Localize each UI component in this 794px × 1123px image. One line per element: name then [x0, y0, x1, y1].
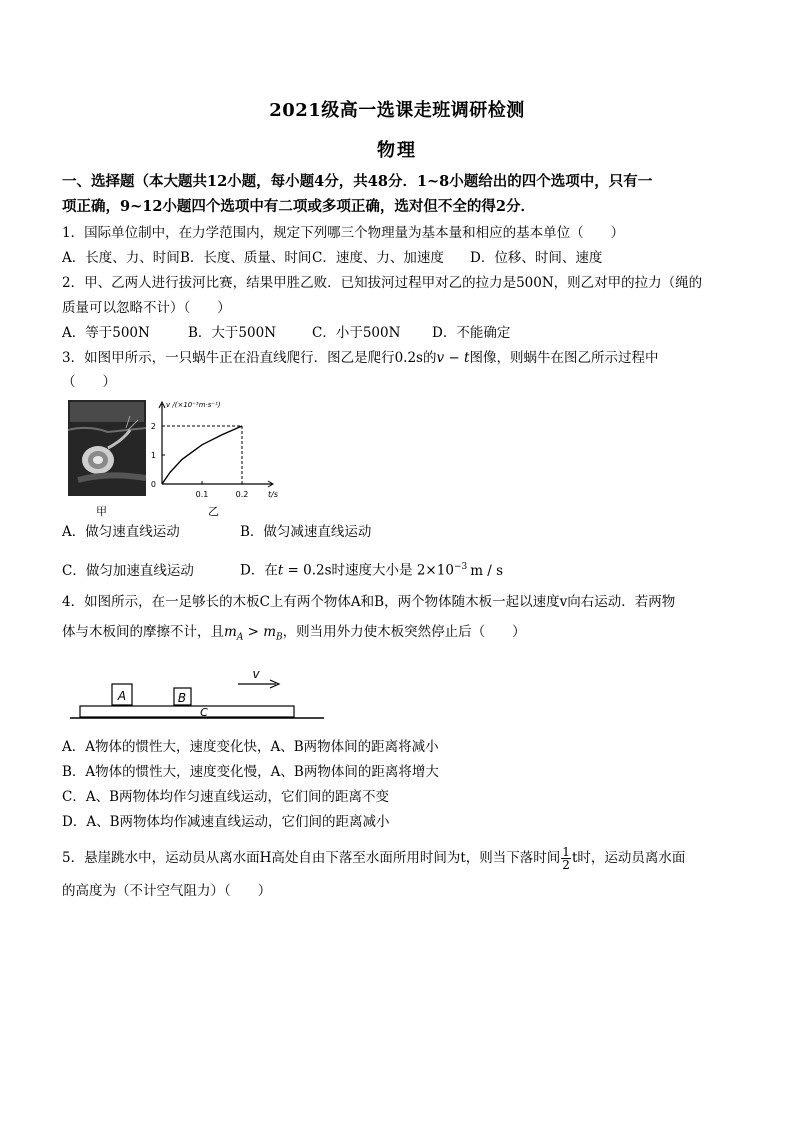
q1-option-a: A．长度、力、时间 [62, 250, 180, 266]
snail-image [68, 400, 146, 496]
q3-stem-part2: 图像，则蜗牛在图乙所示过程中 [469, 350, 659, 366]
fig-label-yi: 乙 [208, 505, 219, 518]
x-tick-label: 0.1 [195, 490, 209, 499]
board-figure [70, 664, 330, 724]
label-b: B [177, 691, 187, 705]
subject-title: 物理 [377, 140, 417, 161]
y-tick-label: 1 [150, 451, 156, 460]
q5-frac-num: 1 [562, 845, 570, 859]
vt-curve [162, 426, 242, 484]
q4-stem-line2-b: ，则当用外力使木板突然停止后（ ） [282, 624, 526, 640]
label-c: C [200, 706, 208, 719]
q3-options-row1 [62, 522, 732, 542]
q1-option-d: D．位移、时间、速度 [470, 250, 603, 266]
q3-option-d-eq: = 0.2s时速度大小是 2×10 [283, 562, 454, 579]
label-v: v [252, 667, 260, 681]
q4-stem-line2-a: 体与木板间的摩擦不计，且 [62, 624, 224, 640]
q5-stem-line1-a: 5．悬崖跳水中，运动员从离水面H高处自由下落至水面所用时间为t，则当下落时间 [62, 850, 561, 866]
q2-stem-line2: 质量可以忽略不计）（ ） [62, 300, 231, 316]
q2-option-a: A．等于500N [62, 325, 150, 341]
q5-stem-line1-b: t时，运动员离水面 [571, 850, 686, 866]
board-c [80, 706, 294, 717]
snail-photo [68, 400, 146, 496]
q3-stem [62, 348, 732, 368]
q2-stem-line1: 2．甲、乙两人进行拔河比赛，结果甲胜乙败．已知拔河过程甲对乙的拉力是500N，则乙对甲的拉力（绳的 [62, 275, 703, 291]
fig-label-jia: 甲 [96, 505, 107, 518]
q1-option-b: B．长度、质量、时间 [180, 250, 312, 266]
q1-options [62, 248, 732, 268]
q5-stem-line1 [62, 846, 732, 871]
q3-option-b: B．做匀减速直线运动 [240, 524, 372, 540]
q3-stem-part1: 3．如图甲所示，一只蜗牛正在沿直线爬行．图乙是爬行0.2s的 [62, 350, 437, 366]
y-axis-label: v /(×10⁻³m·s⁻¹) [166, 401, 221, 409]
q4-mass-gt: > [243, 624, 264, 640]
q3-option-d-unit: m / s [470, 562, 504, 579]
q4-mass-a: m [224, 624, 237, 640]
q5-fraction [561, 846, 571, 871]
q1-option-c: C．速度、力、加速度 [312, 250, 444, 266]
x-axis-label: t/s [268, 490, 278, 499]
q3-option-d-exp: −3 [453, 562, 468, 572]
vt-chart [144, 398, 284, 508]
q2-options [62, 323, 732, 343]
q3-option-c: C．做匀加速直线运动 [62, 562, 194, 579]
q3-option-d [240, 557, 503, 581]
label-a: A [117, 689, 127, 703]
q4-mass-b-sub: B [276, 632, 283, 643]
q2-option-c: C．小于500N [312, 325, 401, 341]
q1-stem: 1．国际单位制中，在力学范围内，规定下列哪三个物理量为基本量和相应的基本单位（ ） [62, 225, 625, 241]
q4-mass-relation [224, 624, 283, 643]
exam-title: 2021级高一选课走班调研检测 [269, 100, 525, 121]
q3-option-d-var: t [277, 562, 284, 579]
q4-option-b: B．A物体的惯性大，速度变化慢，A、B两物体间的距离将增大 [62, 764, 439, 780]
q2-option-b: B．大于500N [188, 325, 277, 341]
x-tick-label: 0.2 [235, 490, 249, 499]
q3-options-row2 [62, 557, 732, 581]
q4-stem-line1: 4．如图所示，在一足够长的木板C上有两个物体A和B，两个物体随木板一起以速度v向右运动．若两物 [62, 594, 676, 610]
q3-paren: （ ） [62, 374, 116, 390]
q3-option-a: A．做匀速直线运动 [62, 524, 180, 540]
q4-option-c: C．A、B两物体均作匀速直线运动，它们间的距离不变 [62, 789, 389, 805]
y-tick-label: 2 [150, 422, 156, 431]
y-tick-label: 0 [150, 480, 156, 489]
q4-mass-b: m [263, 624, 277, 640]
q4-mass-a-sub: A [236, 632, 244, 643]
section-heading-line2: 项正确，9~12小题四个选项中有二项或多项正确，选对但不全的得2分． [62, 198, 536, 215]
q2-option-d: D．不能确定 [432, 325, 511, 341]
q4-option-d: D．A、B两物体均作减速直线运动，它们间的距离减小 [62, 814, 390, 830]
q4-option-a: A．A物体的惯性大，速度变化快，A、B两物体间的距离将减小 [62, 739, 439, 755]
q5-frac-den: 2 [562, 858, 570, 872]
q3-vt-label: v − t [436, 350, 470, 366]
section-heading-line1: 一、选择题（本大题共12小题，每小题4分，共48分．1~8小题给出的四个选项中，只有一 [62, 173, 653, 190]
q4-stem-line2 [62, 622, 732, 648]
q5-stem-line2: 的高度为（不计空气阻力）（ ） [62, 883, 272, 899]
q3-option-d-prefix: D．在 [240, 562, 278, 579]
